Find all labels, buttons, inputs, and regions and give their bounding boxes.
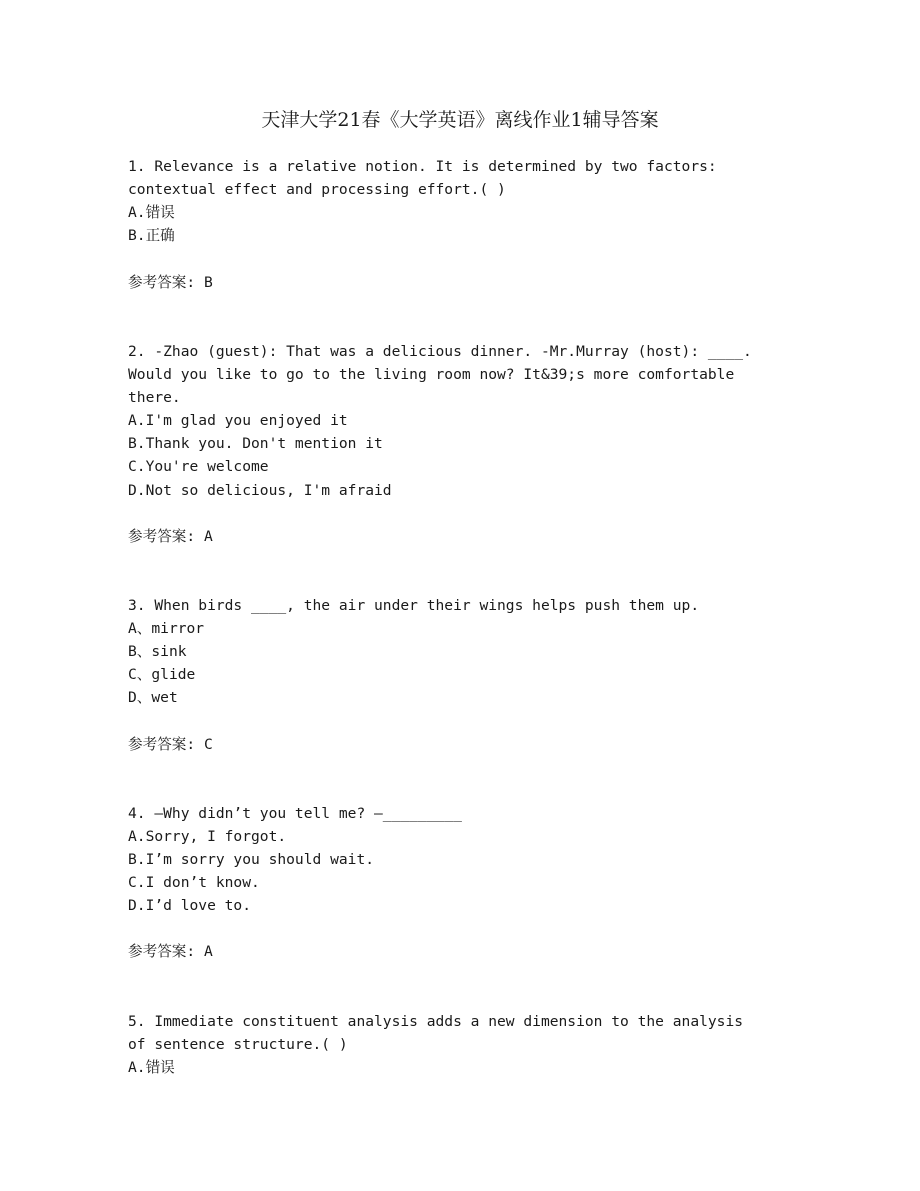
option-line: C.You're welcome <box>128 458 269 476</box>
question-stem-line: there. <box>128 389 181 407</box>
question-block <box>128 340 880 548</box>
question-stem-line: 4. —Why didn’t you tell me? —_________ <box>128 804 462 822</box>
answer-line: 参考答案: C <box>128 735 213 753</box>
option-line: A.错误 <box>128 1058 175 1076</box>
option-line: B.Thank you. Don't mention it <box>128 435 383 453</box>
question-stem-line: contextual effect and processing effort.( ) <box>128 181 506 199</box>
option-line: A.错误 <box>128 204 175 222</box>
question-stem-line: Would you like to go to the living room now? It&39;s more comfortable <box>128 366 735 384</box>
option-line: D.I’d love to. <box>128 897 252 915</box>
option-line: A.Sorry, I forgot. <box>128 827 287 845</box>
question-block <box>128 155 880 294</box>
option-line: B.正确 <box>128 227 175 245</box>
question-stem-line: 5. Immediate constituent analysis adds a new dimension to the analysis <box>128 1012 744 1030</box>
answer-line: 参考答案: A <box>128 943 213 961</box>
option-line: C.I don’t know. <box>128 874 260 892</box>
question-stem-line: 3. When birds ____, the air under their wings helps push them up. <box>128 596 700 614</box>
question-block <box>128 1010 880 1079</box>
page-title: 天津大学21春《大学英语》离线作业1辅导答案 <box>261 109 659 131</box>
question-stem-line: of sentence structure.( ) <box>128 1035 348 1053</box>
question-block <box>128 802 880 964</box>
option-line: B、sink <box>128 643 187 661</box>
option-line: B.I’m sorry you should wait. <box>128 851 375 868</box>
answer-line: 参考答案: A <box>128 527 213 545</box>
question-stem-line: 1. Relevance is a relative notion. It is determined by two factors: <box>128 158 717 176</box>
option-line: C、glide <box>128 666 196 684</box>
answer-line: 参考答案: B <box>128 273 213 291</box>
questions-list <box>0 155 920 1079</box>
question-block <box>128 594 880 756</box>
option-line: D.Not so delicious, I'm afraid <box>128 481 392 499</box>
option-line: A.I'm glad you enjoyed it <box>128 412 348 430</box>
option-line: D、wet <box>128 689 178 707</box>
option-line: A、mirror <box>128 620 205 638</box>
question-stem-line: 2. -Zhao (guest): That was a delicious dinner. -Mr.Murray (host): ____. <box>128 342 752 360</box>
